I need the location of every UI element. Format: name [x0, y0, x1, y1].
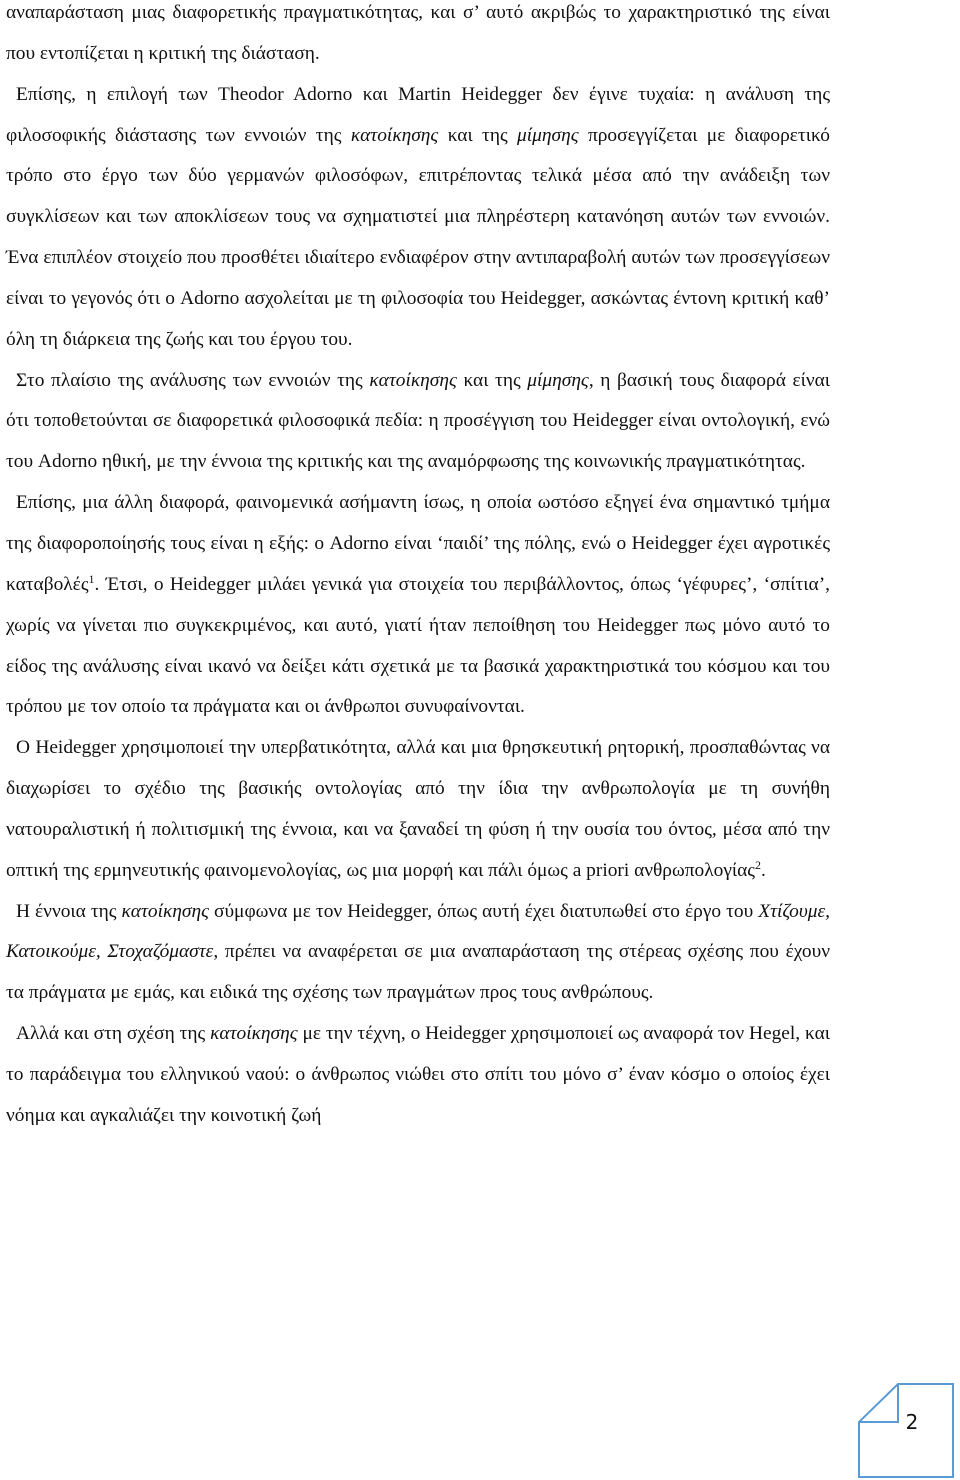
paragraph [6, 1014, 830, 1137]
paragraph [6, 892, 830, 1015]
italic-term: κατοίκησης [121, 900, 209, 922]
paragraph-text: προσεγγίζεται με διαφορετικό τρόπο στο έργο των δύο γερμανών φιλοσόφων, επιτρέποντας τελικά μέσα από την ανάδειξη των συγκλίσεων και των αποκλίσεων τους να σχηματιστεί μια πληρέστερη κατανόηση αυτών των εννοιών. Ένα επιπλέον στοιχείο που προσθέτει ιδιαίτερο ενδιαφέρον στην αντιπαραβολή αυτών των προσεγγίσεων είναι το γεγονός ότι ο Adorno ασχολείται με τη φιλοσοφία του Heidegger, ασκώντας έντονη κριτική καθ’ όλη τη διάρκεια της ζωής και του έργου του. [6, 124, 830, 350]
footnote-reference[interactable]: 1 [88, 571, 95, 586]
paragraph-text: , η βασική τους διαφορά είναι ότι τοποθετούνται σε διαφορετικά φιλοσοφικά πεδία: η προσέγγιση του Heidegger είναι οντολογική, ενώ του Adorno ηθική, με την έννοια της κριτικής και της αναμόρφωσης της κοινωνικής πραγματικότητας. [6, 369, 830, 473]
document-body [6, 0, 830, 1137]
paragraph-text: Η έννοια της [16, 900, 122, 922]
paragraph-text: Στο πλαίσιο της ανάλυσης των εννοιών της [16, 369, 370, 391]
paragraph [6, 75, 830, 361]
paragraph-text: και της [456, 369, 528, 391]
paragraph-text: . [760, 859, 766, 881]
paragraph-text: Αλλά και στη σχέση της [16, 1023, 211, 1045]
paragraph [6, 0, 830, 75]
paragraph-text: Επίσης, μια άλλη διαφορά, φαινομενικά ασήμαντη ίσως, η οποία ωστόσο εξηγεί ένα σημαντικό τμήμα της διαφοροποίησής τους είναι η εξής: ο Adorno είναι ‘παιδί’ της πόλης, ενώ ο Heidegger έχει αγροτικές καταβολές [6, 492, 830, 595]
paragraph [6, 728, 830, 891]
italic-term: μίμησης [527, 369, 589, 391]
italic-term: κατοίκησης [369, 369, 457, 391]
footnote-reference[interactable]: 2 [754, 857, 761, 872]
paragraph-text: , πρέπει να αναφέρεται σε μια αναπαράσταση της στέρεας σχέσης που έχουν τα πράγματα με εμάς, και ειδικά της σχέσης των πραγμάτων προς τους ανθρώπους. [6, 941, 830, 1004]
page-number-badge [855, 1382, 955, 1478]
paragraph [6, 483, 830, 728]
paragraph [6, 361, 830, 484]
page-number: 2 [905, 1410, 919, 1434]
paragraph-text: και της [438, 124, 518, 146]
paragraph-text: Επίσης, η επιλογή των Theodor Adorno και Martin Heidegger δεν έγινε τυχαία: η ανάλυση της φιλοσοφικής διάστασης των εννοιών της [6, 83, 830, 146]
italic-term: Χτίζουμε, Κατοικούμε, Στοχαζόμαστε [6, 900, 830, 963]
italic-term: κατοίκησης [350, 124, 439, 146]
italic-term: κατοίκησης [210, 1023, 298, 1045]
italic-term: μίμησης [517, 124, 579, 146]
paragraph-text: αναπαράσταση μιας διαφορετικής πραγματικότητας, και σ’ αυτό ακριβώς το χαρακτηριστικό της είναι που εντοπίζεται η κριτική της διάσταση. [6, 2, 830, 64]
paragraph-text: Ο Heidegger χρησιμοποιεί την υπερβατικότητα, αλλά και μια θρησκευτική ρητορική, προσπαθώντας να διαχωρίσει το σχέδιο της βασικής οντολογίας από την ίδια την ανθρωπολογία με τη συνήθη νατουραλιστική ή πολιτισμική της έννοια, και να ξαναδεί τη φύση ή την ουσία του όντος, μέσα από την οπτική της ερμηνευτικής φαινομενολογίας, ως μια μορφή και πάλι όμως a priori ανθρωπολογίας [6, 737, 830, 881]
paragraph-text: σύμφωνα με τον Heidegger, όπως αυτή έχει διατυπωθεί στο έργο του [208, 900, 759, 922]
paragraph-text: . Έτσι, ο Heidegger μιλάει γενικά για στοιχεία του περιβάλλοντος, όπως ‘γέφυρες’, ‘σπίτια’, χωρίς να γίνεται πιο συγκεκριμένος, και αυτό, γιατί ήταν πεποίθηση του Heidegger πως μόνο αυτό το είδος της ανάλυσης είναι ικανό να δείξει κάτι σχετικά με τα βασικά χαρακτηριστικά του κόσμου και του τρόπου με τον οποίο τα πράγματα και οι άνθρωποι συνυφαίνονται. [6, 573, 830, 718]
paragraph-text: με την τέχνη, ο Heidegger χρησιμοποιεί ως αναφορά τον Hegel, και το παράδειγμα του ελληνικού ναού: ο άνθρωπος νιώθει στο σπίτι του μόνο σ’ έναν κόσμο ο οποίος έχει νόημα και αγκαλιάζει την κοινοτική ζωή [6, 1023, 830, 1126]
